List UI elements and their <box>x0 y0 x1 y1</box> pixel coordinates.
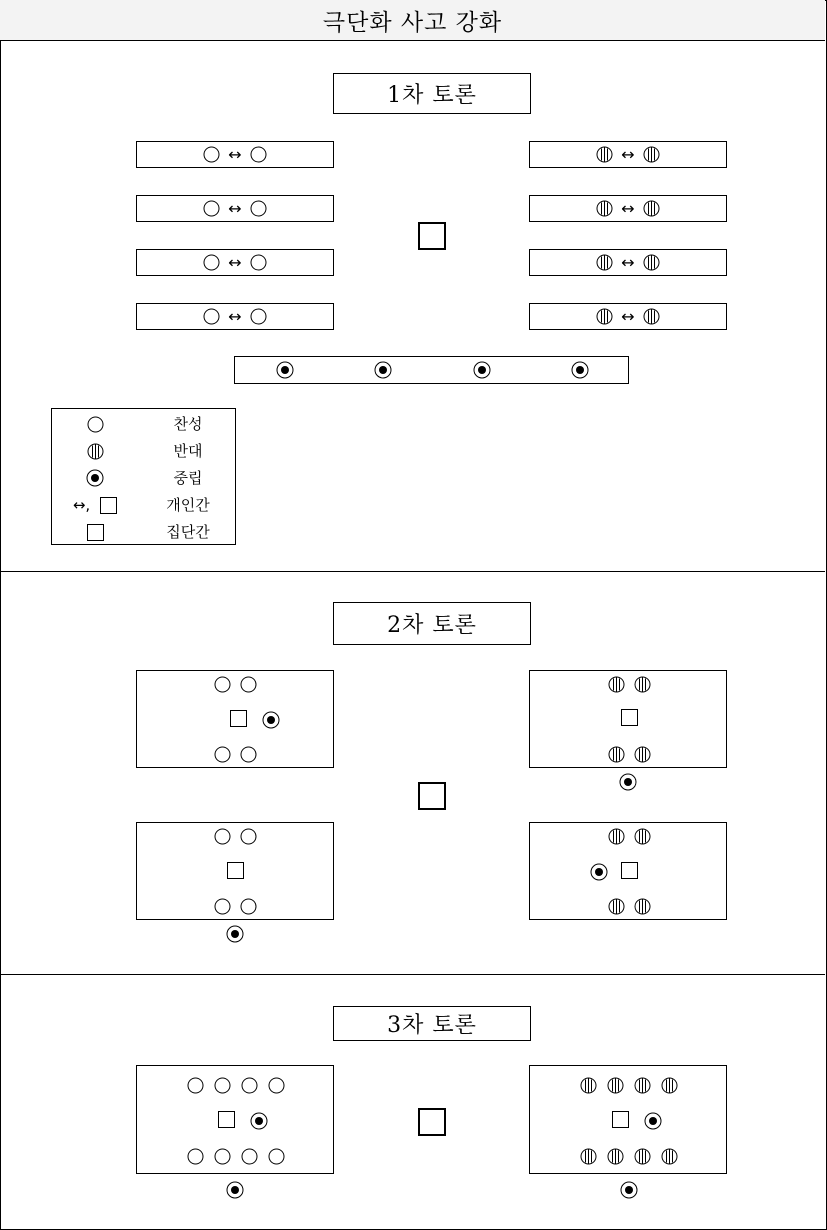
pair-arrow: ↔ <box>228 198 242 218</box>
pro-circle-icon <box>187 1148 204 1165</box>
con-group-3 <box>529 1065 727 1174</box>
legend-label: 집단간 <box>166 523 210 541</box>
con-circle-icon <box>634 676 651 693</box>
neutral-circle-icon <box>590 863 608 881</box>
pro-circle-icon <box>250 254 267 271</box>
pro-circle-icon <box>214 746 231 763</box>
pro-circle-icon <box>241 1077 258 1094</box>
group-square-icon <box>418 222 446 250</box>
con-circle-icon <box>634 1148 651 1165</box>
pro-circle-icon <box>203 200 220 217</box>
square-icon <box>612 1111 629 1128</box>
con-group-1 <box>529 670 727 768</box>
pro-group-1 <box>136 670 334 768</box>
group-square-icon <box>418 1108 446 1136</box>
con-circle-icon <box>608 676 625 693</box>
con-circle-icon <box>661 1148 678 1165</box>
round2-title: 2차 토론 <box>333 602 531 645</box>
legend-item-con <box>52 440 235 462</box>
con-circle-icon <box>580 1077 597 1094</box>
pro-circle-icon <box>214 1077 231 1094</box>
pro-circle-icon <box>250 200 267 217</box>
neutral-row <box>234 356 629 384</box>
pair-arrow: ↔ <box>621 306 635 326</box>
square-icon <box>87 524 104 541</box>
legend-item-individual <box>52 494 235 516</box>
legend-label: 개인간 <box>166 496 210 514</box>
pro-circle-icon <box>250 146 267 163</box>
con-circle-icon <box>87 443 104 460</box>
square-icon <box>230 710 247 727</box>
pro-circle-icon <box>214 898 231 915</box>
square-icon <box>227 862 244 879</box>
legend-item-group <box>52 521 235 543</box>
neutral-circle-icon <box>620 1181 638 1199</box>
pro-circle-icon <box>240 746 257 763</box>
pair-arrow: ↔ <box>621 252 635 272</box>
con-circle-icon <box>596 308 613 325</box>
group-square-icon <box>418 782 446 810</box>
pro-circle-icon <box>240 676 257 693</box>
pro-circle-icon <box>203 146 220 163</box>
con-pair-2 <box>529 195 727 222</box>
con-circle-icon <box>608 746 625 763</box>
round3-section <box>0 975 825 1228</box>
con-circle-icon <box>596 254 613 271</box>
con-pair-4 <box>529 303 727 330</box>
pro-circle-icon <box>250 308 267 325</box>
pair-arrow: ↔ <box>621 144 635 164</box>
pro-circle-icon <box>87 416 104 433</box>
neutral-circle-icon <box>644 1112 662 1130</box>
con-circle-icon <box>634 1077 651 1094</box>
pro-pair-1 <box>136 141 334 168</box>
con-circle-icon <box>580 1148 597 1165</box>
con-group-2 <box>529 822 727 920</box>
con-pair-1 <box>529 141 727 168</box>
pair-arrow: ↔ <box>228 306 242 326</box>
square-icon <box>621 709 638 726</box>
pro-circle-icon <box>203 254 220 271</box>
con-circle-icon <box>643 200 660 217</box>
arrow-prefix: ↔, <box>72 495 91 514</box>
con-circle-icon <box>634 746 651 763</box>
neutral-circle-icon <box>374 361 392 379</box>
con-circle-icon <box>608 828 625 845</box>
con-circle-icon <box>634 898 651 915</box>
neutral-circle-icon <box>619 773 637 791</box>
pro-group-2 <box>136 822 334 920</box>
pro-circle-icon <box>203 308 220 325</box>
pro-circle-icon <box>214 676 231 693</box>
legend <box>51 408 236 545</box>
square-icon <box>100 497 117 514</box>
pro-group-3 <box>136 1065 334 1174</box>
con-circle-icon <box>643 254 660 271</box>
con-circle-icon <box>643 308 660 325</box>
legend-label: 중립 <box>173 469 203 487</box>
neutral-circle-icon <box>276 361 294 379</box>
con-circle-icon <box>607 1077 624 1094</box>
legend-label: 반대 <box>173 442 203 460</box>
pro-pair-4 <box>136 303 334 330</box>
con-circle-icon <box>596 146 613 163</box>
round1-title: 1차 토론 <box>333 73 531 114</box>
con-circle-icon <box>634 828 651 845</box>
con-circle-icon <box>661 1077 678 1094</box>
neutral-circle-icon <box>262 711 280 729</box>
pro-circle-icon <box>241 1148 258 1165</box>
round1-section <box>0 41 825 572</box>
square-icon <box>621 862 638 879</box>
page-title: 극단화 사고 강화 <box>0 0 825 41</box>
square-icon <box>218 1111 235 1128</box>
neutral-circle-icon <box>250 1112 268 1130</box>
neutral-circle-icon <box>473 361 491 379</box>
round3-title: 3차 토론 <box>333 1006 531 1041</box>
legend-label: 찬성 <box>173 415 203 433</box>
pro-circle-icon <box>214 828 231 845</box>
pro-pair-2 <box>136 195 334 222</box>
pro-circle-icon <box>240 898 257 915</box>
con-circle-icon <box>596 200 613 217</box>
con-circle-icon <box>643 146 660 163</box>
pro-circle-icon <box>187 1077 204 1094</box>
con-circle-icon <box>608 898 625 915</box>
pro-circle-icon <box>214 1148 231 1165</box>
pro-pair-3 <box>136 249 334 276</box>
pro-circle-icon <box>268 1148 285 1165</box>
neutral-circle-icon <box>86 469 104 487</box>
legend-item-neutral <box>52 467 235 489</box>
con-circle-icon <box>607 1148 624 1165</box>
con-pair-3 <box>529 249 727 276</box>
legend-item-pro <box>52 413 235 435</box>
pair-arrow: ↔ <box>228 144 242 164</box>
round2-section <box>0 572 825 975</box>
neutral-circle-icon <box>226 1181 244 1199</box>
pair-arrow: ↔ <box>621 198 635 218</box>
neutral-circle-icon <box>226 925 244 943</box>
pair-arrow: ↔ <box>228 252 242 272</box>
pro-circle-icon <box>240 828 257 845</box>
neutral-circle-icon <box>571 361 589 379</box>
pro-circle-icon <box>268 1077 285 1094</box>
